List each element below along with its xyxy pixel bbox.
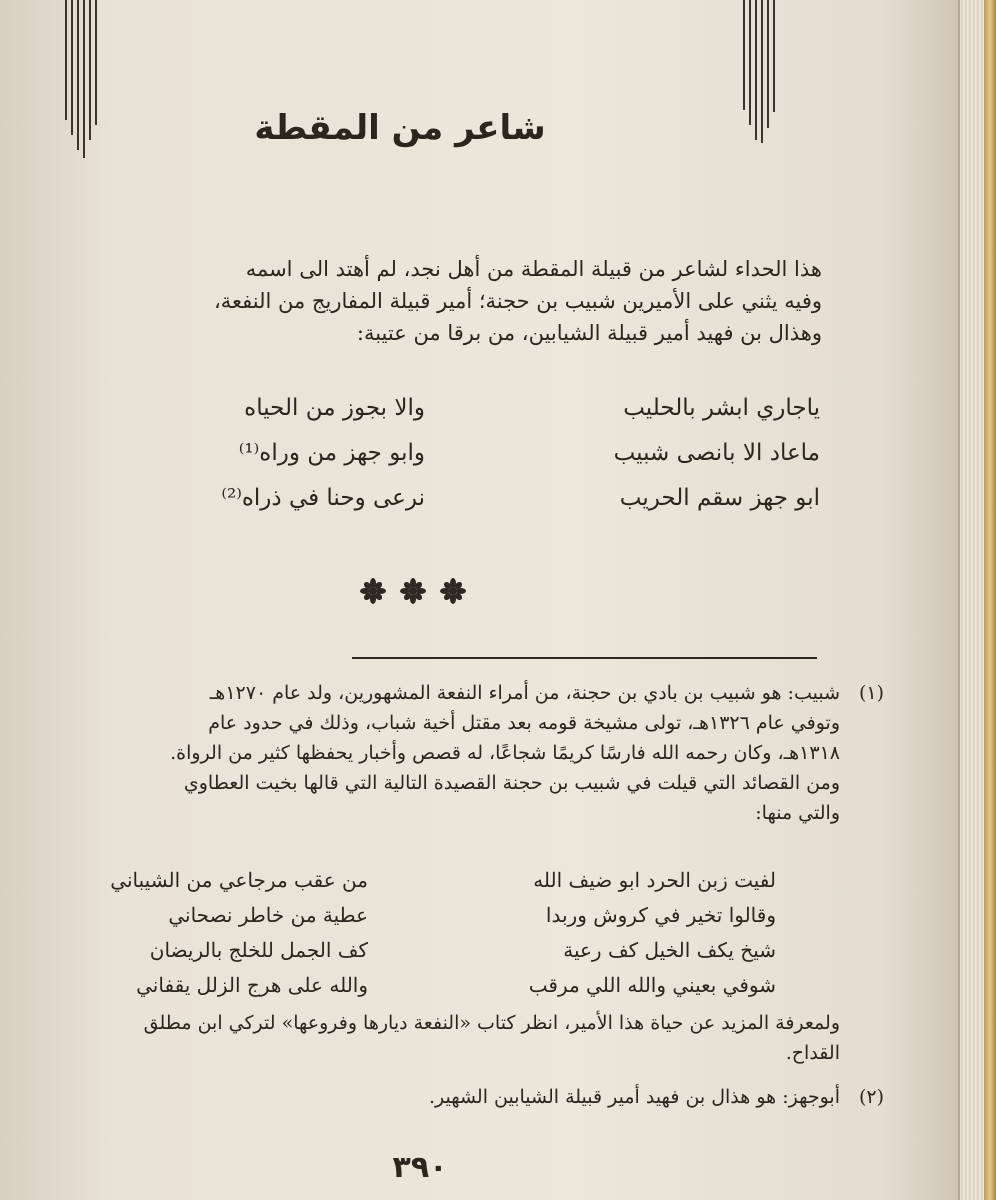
footnote-verse-row bbox=[36, 903, 776, 935]
footnote-number: (٢) bbox=[858, 1086, 884, 1108]
footnote-line: ولمعرفة المزيد عن حياة هذا الأمير، انظر كتاب «النفعة ديارها وفروعها» لتركي ابن مطلق bbox=[143, 1012, 840, 1034]
footnote-line: ومن القصائد التي قيلت في شبيب بن حجنة القصيدة التالية التي قالها بخيت العطاوي bbox=[183, 772, 840, 794]
verse-second-hemistich: من عقب مرجاعي من الشيباني bbox=[110, 868, 368, 892]
section-divider bbox=[360, 578, 480, 608]
verse-row bbox=[48, 440, 820, 476]
verse-first-hemistich: ماعاد الا بانصى شبيب bbox=[613, 440, 820, 466]
footnote-line: شبيب: هو شبيب بن بادي بن حجنة، من أمراء النفعة المشهورين، ولد عام ١٢٧٠هـ bbox=[209, 682, 840, 704]
verse-second-hemistich: والا بجوز من الحياه bbox=[244, 395, 425, 421]
footnote-separator bbox=[352, 657, 817, 659]
right-line-ornament bbox=[740, 0, 780, 145]
intro-line: وفيه يثني على الأميرين شبيب بن حجنة؛ أمير قبيلة المفاريج من النفعة، bbox=[213, 289, 822, 313]
verse-first-hemistich: لفيت زبن الحرد ابو ضيف الله bbox=[533, 868, 776, 892]
page-number: ٣٩٠ bbox=[392, 1150, 448, 1185]
verse-first-hemistich: ياجاري ابشر بالحليب bbox=[623, 395, 820, 421]
verse-first-hemistich: وقالوا تخير في كروش وربدا bbox=[545, 903, 776, 927]
verse-first-hemistich: ابو جهز سقم الحريب bbox=[619, 485, 820, 511]
verse-first-hemistich: شيخ يكف الخيل كف رعية bbox=[563, 938, 776, 962]
flower-icon bbox=[400, 578, 426, 604]
verse-second-hemistich: كف الجمل للخلج بالريضان bbox=[149, 938, 368, 962]
footnote-1-closing bbox=[40, 1008, 840, 1068]
gilded-edge bbox=[984, 0, 996, 1200]
footnote-verse-row bbox=[36, 973, 776, 1005]
flower-icon bbox=[440, 578, 466, 604]
flower-icon bbox=[360, 578, 386, 604]
intro-line: وهذال بن فهيد أمير قبيلة الشيابين، من برقا من عتيبة: bbox=[356, 321, 822, 345]
verse-second-hemistich: عطية من خاطر نصحاني bbox=[168, 903, 368, 927]
footnote-verse-row bbox=[36, 938, 776, 970]
verse-second-hemistich: وابو جهز من وراه⁽¹⁾ bbox=[238, 440, 425, 466]
verse-second-hemistich: والله على هرج الزلل يقفاني bbox=[136, 973, 368, 997]
page-title: شاعر من المقطة bbox=[254, 108, 546, 148]
footnote-1 bbox=[40, 678, 884, 828]
intro-line: هذا الحداء لشاعر من قبيلة المقطة من أهل نجد، لم أهتد الى اسمه bbox=[245, 257, 822, 281]
footnote-line: وتوفي عام ١٣٢٦هـ، تولى مشيخة قومه بعد مقتل أخية شباب، وذلك في حدود عام bbox=[208, 712, 840, 734]
verse-first-hemistich: شوفي بعيني والله اللي مرقب bbox=[528, 973, 776, 997]
footnote-verse-row bbox=[36, 868, 776, 900]
footnote-line: أبوجهز: هو هذال بن فهيد أمير قبيلة الشيابين الشهير. bbox=[428, 1086, 840, 1108]
footnote-number: (١) bbox=[858, 682, 884, 704]
footnote-2 bbox=[40, 1082, 884, 1112]
left-line-ornament bbox=[62, 0, 102, 160]
verse-row bbox=[48, 395, 820, 431]
intro-paragraph bbox=[52, 253, 822, 349]
footnote-line: ١٣١٨هـ، وكان رحمه الله فارسًا كريمًا شجاعًا، له قصص وأخبار يحفظها كثير من الرواة. bbox=[170, 742, 840, 764]
verse-row bbox=[48, 485, 820, 521]
verse-second-hemistich: نرعى وحنا في ذراه⁽²⁾ bbox=[221, 485, 425, 511]
footnote-line: والتي منها: bbox=[755, 802, 840, 824]
footnote-line: القداح. bbox=[785, 1042, 840, 1064]
